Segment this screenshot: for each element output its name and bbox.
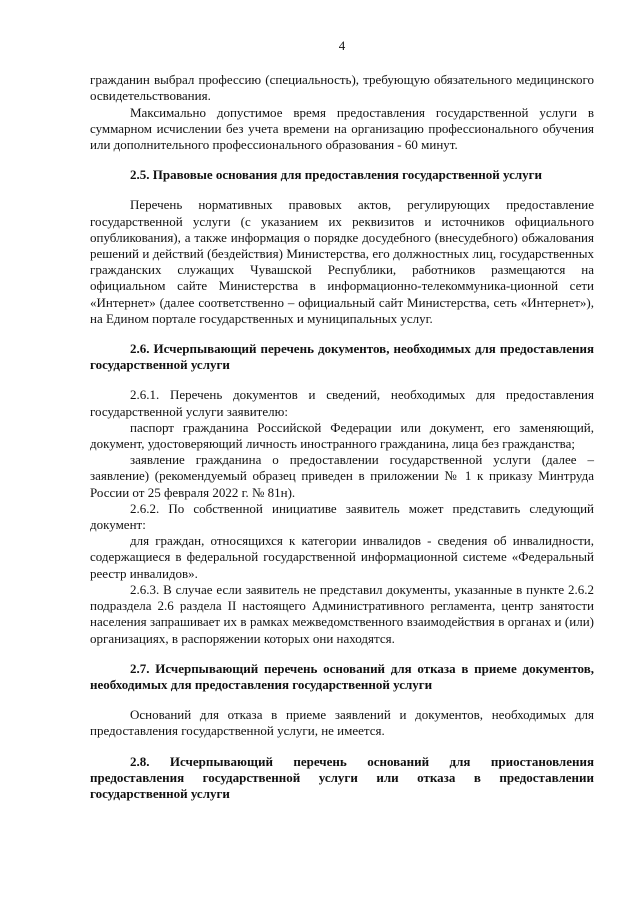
paragraph-2-6-2: 2.6.2. По собственной инициативе заявитель может представить следующий документ: [90, 500, 594, 533]
page-number: 4 [338, 38, 346, 53]
paragraph-passport: паспорт гражданина Российской Федерации или документ, его заменяющий, документ, удостоверяющий личность иностранного гражданина, лица без гражданства; [90, 419, 594, 452]
section-heading-2-8: 2.8. Исчерпывающий перечень оснований для приостановления предоставления государственной услуги или отказа в предоставлении государственной услуги [90, 753, 594, 801]
paragraph-max-time: Максимально допустимое время предоставления государственной услуги в суммарном исчислении без учета времени на организацию профессионального обучения или дополнительного профессионального образования - 60 минут. [90, 104, 594, 153]
paragraph-no-refusal: Оснований для отказа в приеме заявлений и документов, необходимых для предоставления государственной услуги, не имеется. [90, 707, 594, 739]
paragraph-continuation: гражданин выбрал профессию (специальность), требующую обязательного медицинского освидетельствования. [90, 72, 594, 104]
section-heading-2-5: 2.5. Правовые основания для предоставления государственной услуги [130, 167, 543, 183]
section-heading-2-7: 2.7. Исчерпывающий перечень оснований для отказа в приеме документов, необходимых для предоставления государственной услуги [90, 660, 594, 692]
section-heading-2-6: 2.6. Исчерпывающий перечень документов, необходимых для предоставления государственной услуги [90, 341, 594, 373]
paragraph-disability: для граждан, относящихся к категории инвалидов - сведения об инвалидности, содержащиеся в федеральной государственной информационной системе «Федеральный реестр инвалидов». [90, 533, 594, 581]
paragraph-2-6-3: 2.6.3. В случае если заявитель не представил документы, указанные в пункте 2.6.2 подраздела 2.6 раздела II настоящего Административного регламента, центр занятости населения запрашивает их в рамках межведомственного взаимодействия в органах и (или) организациях, в распоряжении которых они находятся. [90, 581, 594, 646]
paragraph-2-6-1: 2.6.1. Перечень документов и сведений, необходимых для предоставления государственной услуги заявителю: [90, 387, 594, 419]
paragraph-application: заявление гражданина о предоставлении государственной услуги (далее – заявление) (рекомендуемый образец приведен в приложении № 1 к приказу Минтруда России от 25 февраля 2022 г. № 81н). [90, 452, 594, 500]
paragraph-legal-acts: Перечень нормативных правовых актов, регулирующих предоставление государственной услуги (с указанием их реквизитов и источников официального опубликования), а также информация о порядке досудебного (внесудебного) обжалования решений и действий (бездействия) Министерства, его должностных лиц, государственных гражданских служащих Чувашской Республики, работников размещаются на официальном сайте Министерства в информационно-телекоммуника-ционной сети «Интернет» (далее соответственно – официальный сайт Министерства, сеть «Интернет»), на Едином портале государственных и муниципальных услуг. [90, 197, 594, 326]
